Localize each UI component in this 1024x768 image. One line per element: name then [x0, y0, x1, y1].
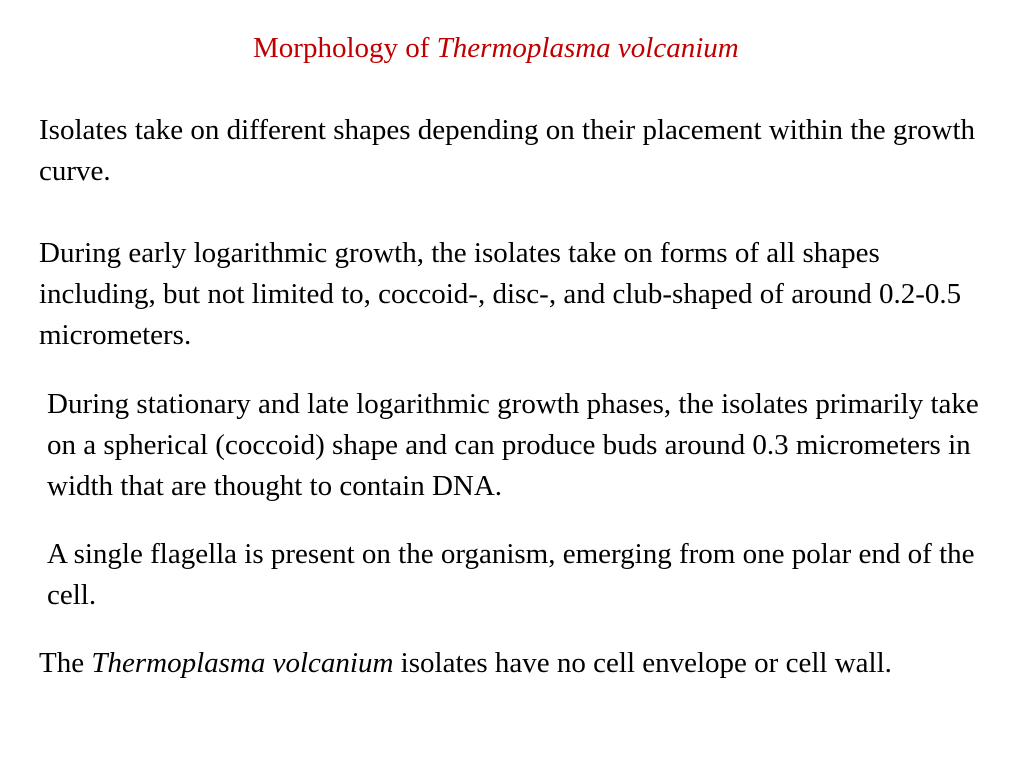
- paragraph-stationary-phase: During stationary and late logarithmic growth phases, the isolates primarily take on a spherical (coccoid) shape and can produce buds around 0.3 micrometers in width that are thought to contain DNA.: [47, 388, 979, 502]
- paragraph-flagella: A single flagella is present on the organism, emerging from one polar end of the cell.: [47, 538, 975, 611]
- paragraph-shapes-growth-curve: Isolates take on different shapes depending on their placement within the growth curve.: [39, 114, 976, 187]
- title-species-name: Thermoplasma volcanium: [436, 32, 739, 64]
- p5-before: The: [39, 647, 92, 679]
- paragraph-early-log-growth: During early logarithmic growth, the isolates take on forms of all shapes including, but not limited to, coccoid-, disc-, and club-shaped of around 0.2-0.5 micrometers.: [39, 237, 962, 351]
- paragraph-cell-envelope: [39, 643, 999, 684]
- p5-species-name: Thermoplasma volcanium: [91, 647, 394, 679]
- title-prefix: Morphology of: [253, 32, 437, 64]
- slide-title: [253, 30, 739, 66]
- p5-after: isolates have no cell envelope or cell wall.: [393, 647, 892, 679]
